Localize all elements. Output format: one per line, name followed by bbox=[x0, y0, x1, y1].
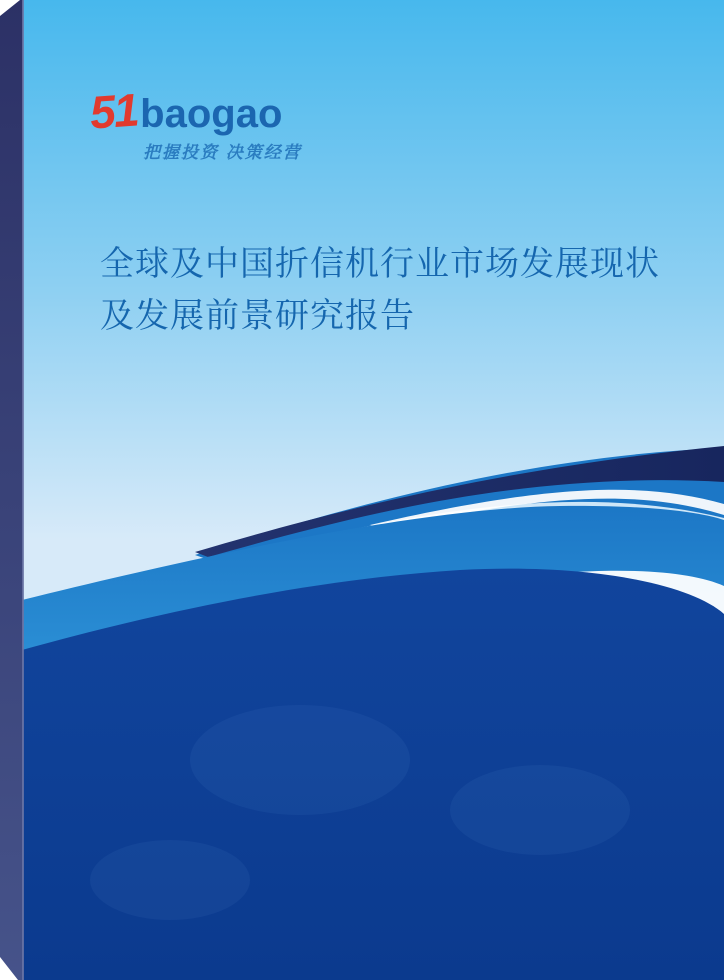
book-spine bbox=[0, 0, 23, 980]
map-texture-blob bbox=[190, 705, 410, 815]
logo-51-mark: 51 bbox=[88, 83, 139, 139]
logo-wordmark: baogao bbox=[140, 92, 283, 136]
map-texture-blob bbox=[90, 840, 250, 920]
logo-tagline: 把握投资 决策经营 bbox=[143, 143, 302, 162]
brand-logo-row bbox=[88, 83, 302, 139]
brand-logo bbox=[88, 83, 302, 162]
spine-edge-highlight bbox=[22, 0, 24, 980]
report-title: 全球及中国折信机行业市场发展现状及发展前景研究报告 bbox=[100, 245, 660, 335]
map-texture-blob bbox=[450, 765, 630, 855]
